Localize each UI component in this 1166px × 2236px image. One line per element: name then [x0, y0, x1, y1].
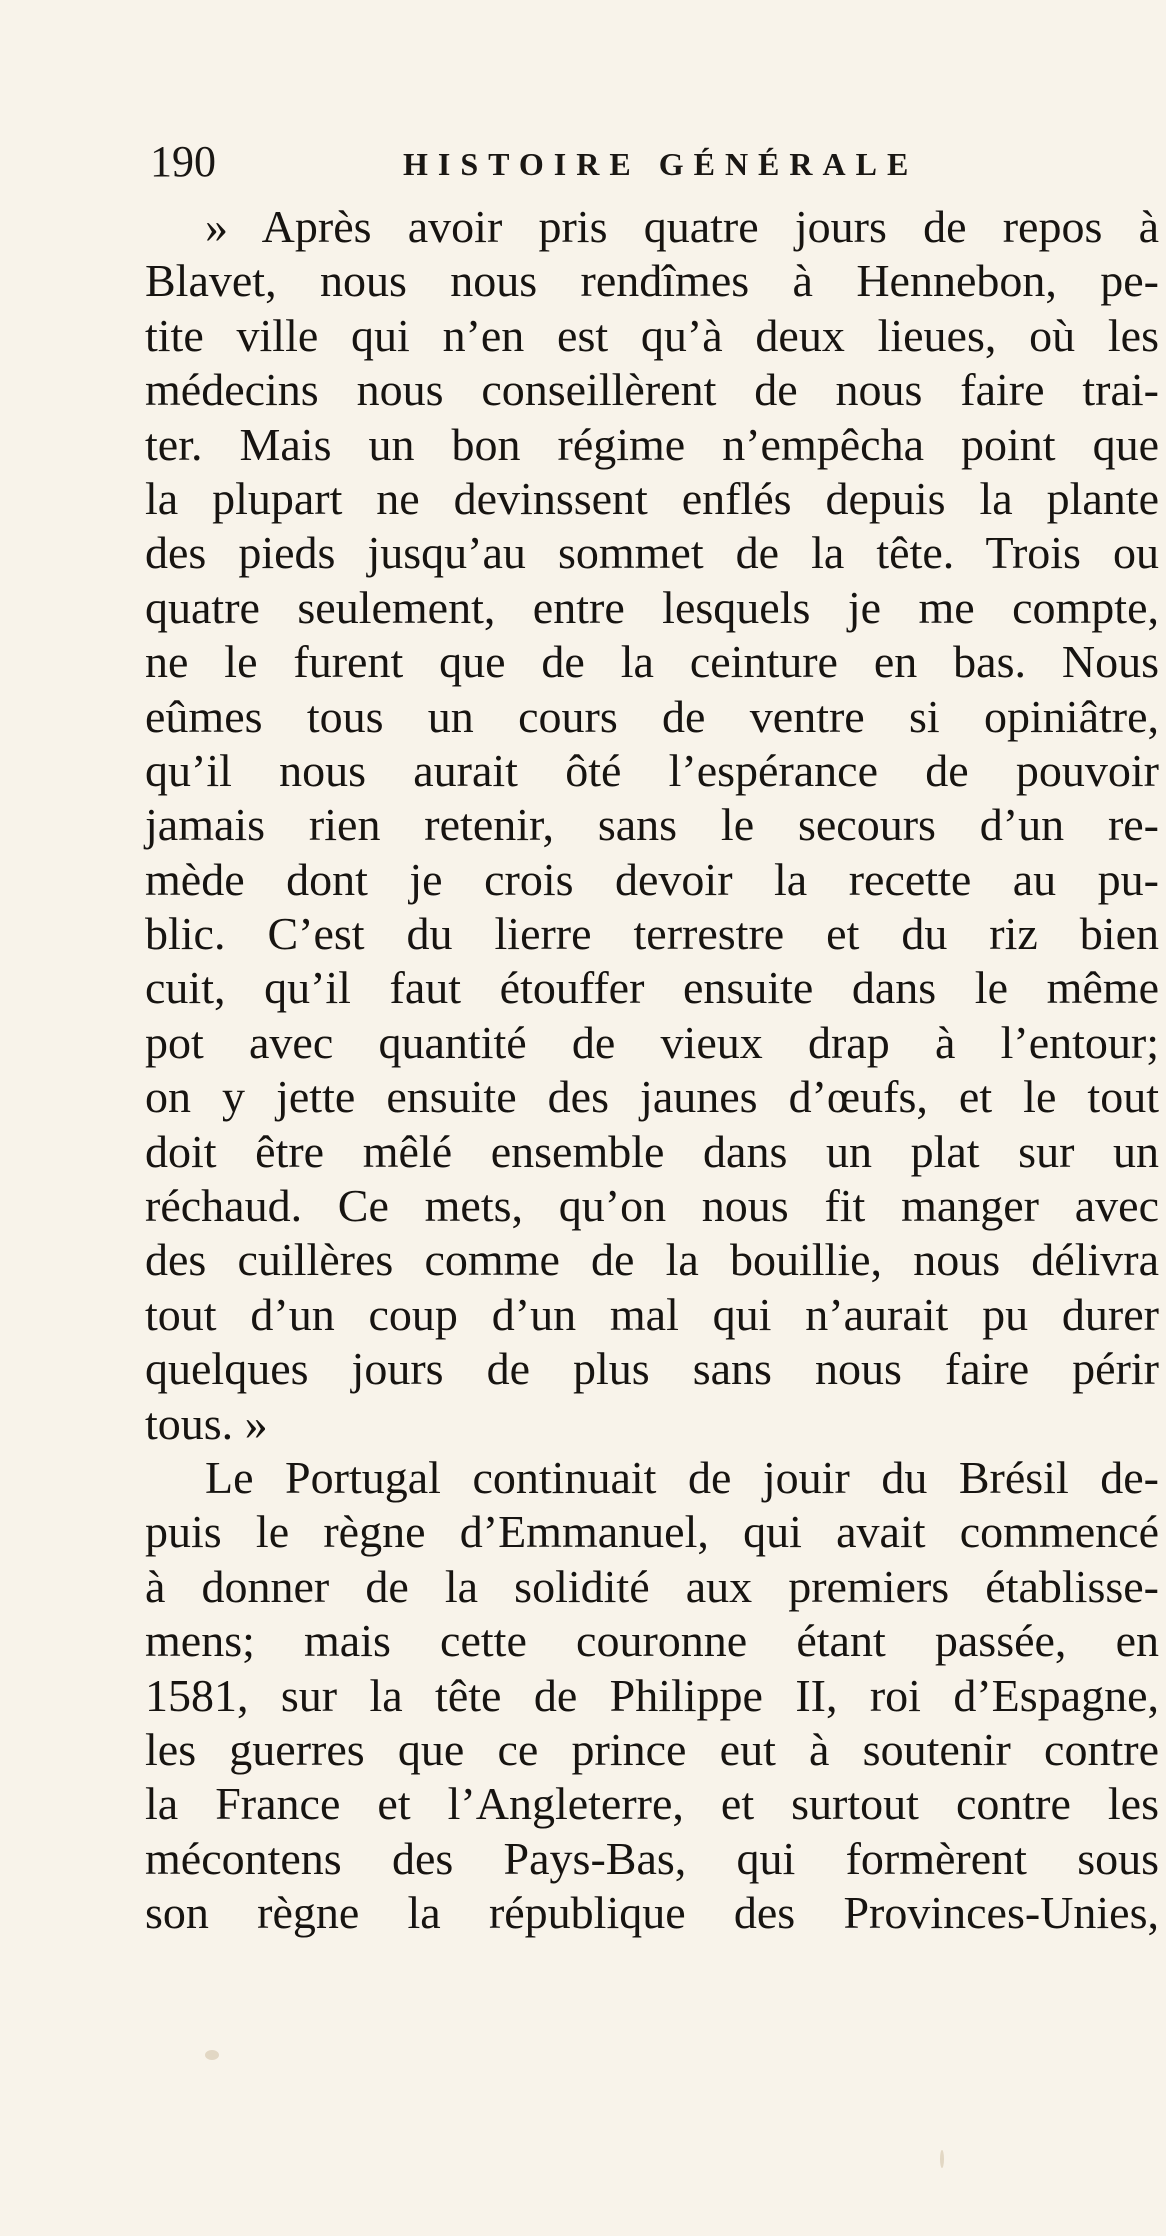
text-line: mens; mais cette couronne étant passée, en: [145, 1615, 1159, 1667]
text-line: quatre seulement, entre lesquels je me compte,: [145, 581, 1159, 633]
text-line: mède dont je crois devoir la recette au pu-: [145, 853, 1159, 905]
text-line: la France et l’Angleterre, et surtout contre les: [145, 1778, 1159, 1830]
body-text: [145, 200, 1159, 1941]
paragraph-1: [145, 200, 1159, 1451]
text-line: Blavet, nous nous rendîmes à Hennebon, pe-: [145, 255, 1159, 307]
text-line: puis le règne d’Emmanuel, qui avait commencé: [145, 1506, 1159, 1558]
text-line: » Après avoir pris quatre jours de repos à: [205, 201, 1159, 252]
text-line: 1581, sur la tête de Philippe II, roi d’Espagne,: [145, 1669, 1159, 1721]
text-line: les guerres que ce prince eut à soutenir contre: [145, 1723, 1159, 1775]
paper-speck: [940, 2150, 944, 2168]
text-line: blic. C’est du lierre terrestre et du riz bien: [145, 908, 1159, 960]
text-line: tout d’un coup d’un mal qui n’aurait pu durer: [145, 1288, 1159, 1340]
text-line: la plupart ne devinssent enflés depuis la plante: [145, 472, 1159, 524]
text-line: qu’il nous aurait ôté l’espérance de pouvoir: [145, 744, 1159, 796]
text-line: des cuillères comme de la bouillie, nous délivra: [145, 1234, 1159, 1286]
text-line: son règne la république des Provinces-Unies,: [145, 1887, 1159, 1939]
text-line: réchaud. Ce mets, qu’on nous fit manger avec: [145, 1180, 1159, 1232]
page-header: [150, 132, 950, 192]
text-line: ter. Mais un bon régime n’empêcha point que: [145, 418, 1159, 470]
text-line: tite ville qui n’en est qu’à deux lieues, où les: [145, 309, 1159, 361]
text-line: pot avec quantité de vieux drap à l’entour;: [145, 1016, 1159, 1068]
running-title: HISTOIRE GÉNÉRALE: [403, 146, 919, 182]
text-line: jamais rien retenir, sans le secours d’un re-: [145, 799, 1159, 851]
page-number: 190: [150, 137, 216, 186]
text-line: des pieds jusqu’au sommet de la tête. Trois ou: [145, 527, 1159, 579]
text-line: mécontens des Pays-Bas, qui formèrent sous: [145, 1832, 1159, 1884]
text-line: médecins nous conseillèrent de nous faire trai-: [145, 364, 1159, 416]
text-line: ne le furent que de la ceinture en bas. Nous: [145, 636, 1159, 688]
text-line: tous. »: [145, 1397, 268, 1449]
text-line: on y jette ensuite des jaunes d’œufs, et le tout: [145, 1071, 1159, 1123]
text-line: à donner de la solidité aux premiers établisse-: [145, 1560, 1159, 1612]
paragraph-2: [145, 1451, 1159, 1941]
text-line: Le Portugal continuait de jouir du Brésil de-: [205, 1451, 1159, 1503]
text-line: doit être mêlé ensemble dans un plat sur un: [145, 1125, 1159, 1177]
paper-speck: [205, 2050, 219, 2060]
text-line: eûmes tous un cours de ventre si opiniâtre,: [145, 690, 1159, 742]
text-line: quelques jours de plus sans nous faire périr: [145, 1343, 1159, 1395]
text-line: cuit, qu’il faut étouffer ensuite dans le même: [145, 962, 1159, 1014]
